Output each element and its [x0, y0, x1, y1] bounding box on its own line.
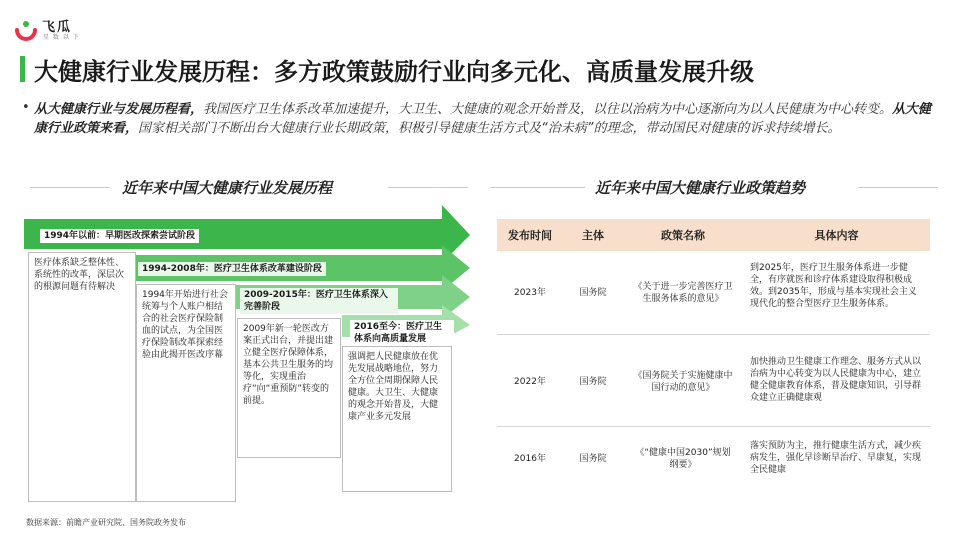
right-title-line-right	[858, 187, 938, 188]
stage-label-2: 1994-2008年：医疗卫生体系改革建设阶段	[138, 262, 326, 276]
row2-year: 2022年	[514, 377, 546, 387]
row2-org: 国务院	[579, 377, 607, 387]
left-section-title: 近年来中国大健康行业发展历程	[122, 179, 333, 197]
row1-policy: 《关于进一步完善医疗卫生服务体系的意见》	[633, 282, 733, 304]
left-title-line-right	[388, 187, 468, 188]
row3-content: 落实预防为主，推行健康生活方式，减少疾病发生，强化早诊断早治疗、早康复，实现全民健康	[750, 441, 922, 475]
intro-paragraph	[34, 100, 934, 138]
intro-text-1: 我国医疗卫生体系改革加速提升，大卫生、大健康的观念开始普及，以往以治病为中心逐渐向为以人民健康为中心转变。	[203, 102, 893, 117]
intro-bullet: •	[22, 100, 30, 115]
row1-content: 到2025年，医疗卫生服务体系进一步健全，有序就医和诊疗体系建设取得积极成效。到2035年，形成与基本实现社会主义现代化的整合型医疗卫生服务体系。	[750, 263, 917, 309]
stage-label-1: 1994年以前：早期医改探索尝试阶段	[40, 229, 199, 243]
brand-name: 飞瓜	[42, 20, 73, 35]
right-section-title: 近年来中国大健康行业政策趋势	[595, 179, 806, 197]
row3-year: 2016年	[514, 454, 546, 464]
stage-box-4: 强调把人民健康放在优先发展战略地位，努力全方位全周期保障人民健康。大卫生、大健康的观念开始普及，大健康产业多元发展	[342, 346, 452, 492]
table-divider-1	[497, 334, 930, 335]
th-content: 具体内容	[814, 229, 859, 242]
row2-content: 加快推动卫生健康工作理念、服务方式从以治病为中心转变为以人民健康为中心，建立健全健康教育体系，普及健康知识，引导群众建立正确健康观	[750, 357, 922, 403]
row3-policy: 《“健康中国2030”规划纲要》	[635, 448, 731, 470]
row2-policy: 《国务院关于实施健康中国行动的意见》	[633, 371, 733, 393]
stage-box-2: 1994年开始进行社会统筹与个人账户相结合的社会医疗保险制血的试点，为全国医疗保险制改革探索经验由此揭开医改序幕	[136, 284, 236, 502]
row3-org: 国务院	[579, 454, 607, 464]
page-title: 大健康行业发展历程：多方政策鼓励行业向多元化、高质量发展升级	[34, 58, 754, 86]
table-divider-2	[497, 426, 930, 427]
brand-sub: 星 数 以 下	[43, 34, 80, 41]
th-date: 发布时间	[508, 229, 552, 242]
data-source: 数据来源：前瞻产业研究院、国务院政务发布	[26, 518, 186, 527]
row1-year: 2023年	[514, 288, 546, 298]
intro-text-2: 国家相关部门不断出台大健康行业长期政策，积极引导健康生活方式及“治未病”的理念，带动国民对健康的诉求持续增长。	[138, 121, 841, 136]
left-title-line-left	[30, 187, 110, 188]
th-policy: 政策名称	[661, 229, 705, 242]
stage-box-1: 医疗体系缺乏整体性、系统性的改革，深层次的根源问题有待解决	[28, 252, 136, 502]
stage-box-3: 2009年新一轮医改方案正式出台，并提出建立健全医疗保障体系，基本公共卫生服务的均等化，实现重治疗“向“重预防”转变的前提。	[237, 318, 341, 458]
stage-label-3: 2009-2015年：医疗卫生体系深入完善阶段	[240, 288, 398, 314]
row1-org: 国务院	[579, 288, 607, 298]
title-accent-bar	[20, 56, 25, 82]
right-title-line-left	[490, 187, 585, 188]
intro-lead-2: 从大健康行业政策来看，	[34, 102, 932, 136]
intro-lead-1: 从大健康行业与发展历程看，	[34, 102, 204, 117]
brand-logo-icon	[14, 18, 38, 42]
stage-label-4: 2016至今：医疗卫生体系向高质量发展	[350, 320, 454, 346]
th-org: 主体	[582, 229, 604, 242]
